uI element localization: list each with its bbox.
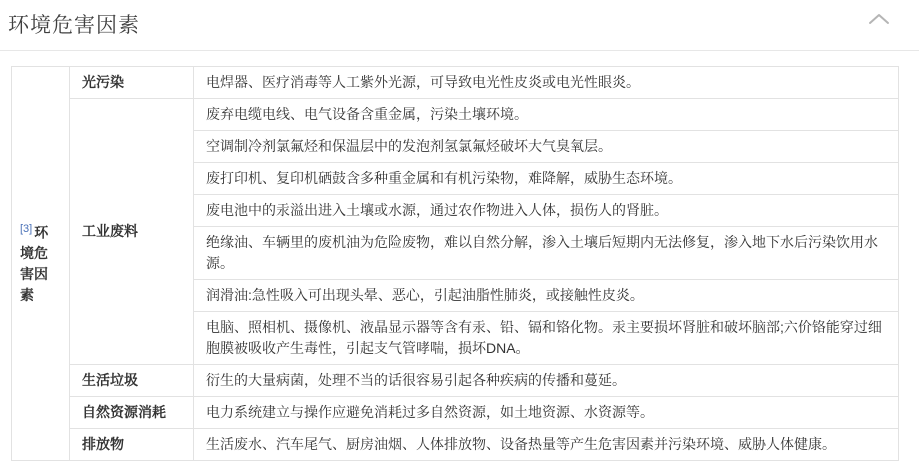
page-title: 环境危害因素 bbox=[8, 14, 140, 37]
description-cell: 废电池中的汞溢出进入土壤或水源，通过农作物进入人体，损伤人的肾脏。 bbox=[194, 195, 899, 227]
description-cell: 润滑油:急性吸入可出现头晕、恶心，引起油脂性肺炎，或接触性皮炎。 bbox=[194, 280, 899, 312]
description-cell: 废弃电缆电线、电气设备含重金属，污染土壤环境。 bbox=[194, 99, 899, 131]
table-row bbox=[12, 365, 899, 397]
table-row bbox=[12, 67, 899, 99]
table-row bbox=[12, 99, 899, 131]
description-cell: 电力系统建立与操作应避免消耗过多自然资源，如土地资源、水资源等。 bbox=[194, 397, 899, 429]
category-cell: 工业废料 bbox=[70, 99, 194, 365]
description-cell: 电脑、照相机、摄像机、液晶显示器等含有汞、铅、镉和铬化物。汞主要损坏肾脏和破坏脑部;六价铬能穿过细胞膜被吸收产生毒性，引起支气管哮喘，损坏DNA。 bbox=[194, 312, 899, 365]
description-cell: 空调制冷剂氯氟烃和保温层中的发泡剂氢氯氟烃破坏大气臭氧层。 bbox=[194, 131, 899, 163]
collapse-section-button[interactable] bbox=[867, 12, 891, 28]
description-cell: 衍生的大量病菌，处理不当的话很容易引起各种疾病的传播和蔓延。 bbox=[194, 365, 899, 397]
table-row bbox=[12, 429, 899, 461]
chevron-up-icon bbox=[867, 12, 891, 26]
hazard-table-wrapper bbox=[0, 51, 919, 461]
table-row bbox=[12, 397, 899, 429]
description-cell: 绝缘油、车辆里的废机油为危险废物，难以自然分解，渗入土壤后短期内无法修复，渗入地下水后污染饮用水源。 bbox=[194, 227, 899, 280]
description-cell: 废打印机、复印机硒鼓含多种重金属和有机污染物，难降解，威胁生态环境。 bbox=[194, 163, 899, 195]
row-header-cell bbox=[12, 67, 70, 461]
description-cell: 生活废水、汽车尾气、厨房油烟、人体排放物、设备热量等产生危害因素并污染环境、威胁人体健康。 bbox=[194, 429, 899, 461]
category-cell: 排放物 bbox=[70, 429, 194, 461]
category-cell: 光污染 bbox=[70, 67, 194, 99]
category-cell: 生活垃圾 bbox=[70, 365, 194, 397]
description-cell: 电焊器、医疗消毒等人工紫外光源，可导致电光性皮炎或电光性眼炎。 bbox=[194, 67, 899, 99]
hazard-factors-table bbox=[11, 66, 899, 461]
category-cell: 自然资源消耗 bbox=[70, 397, 194, 429]
section-header bbox=[0, 0, 919, 51]
row-header-text: 环境危害因素 bbox=[20, 224, 49, 304]
citation-ref-link[interactable]: [3] bbox=[20, 222, 33, 235]
